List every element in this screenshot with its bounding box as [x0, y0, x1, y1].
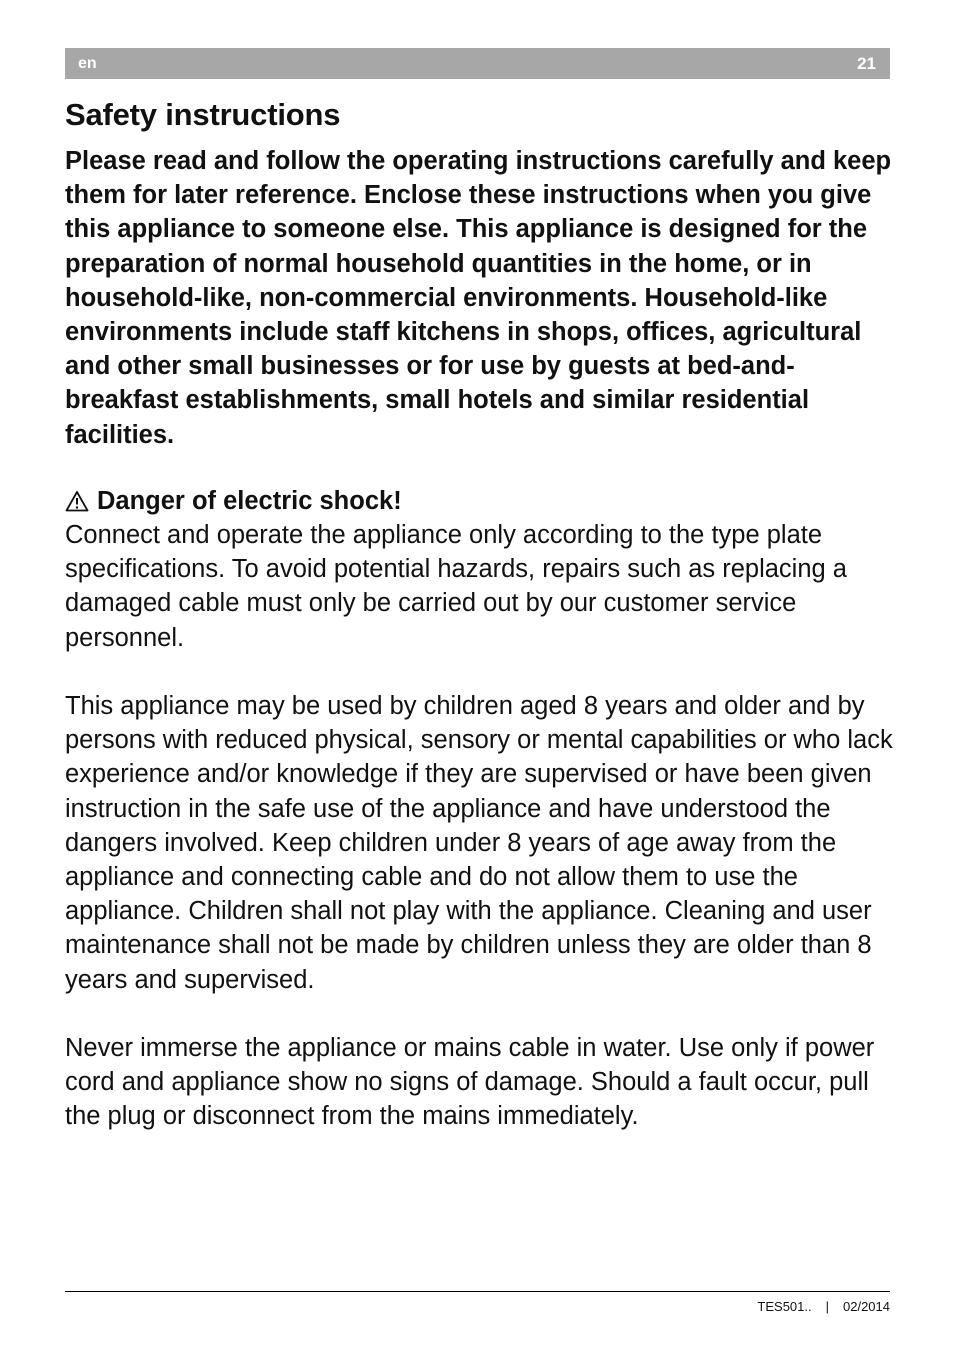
language-code: en	[78, 55, 97, 72]
header-bar	[65, 48, 890, 79]
paragraph-electric-shock: Connect and operate the appliance only according to the type plate specifications. To avoid potential hazards, repairs such as replacing a damaged cable must only be carried out by our customer service personnel.	[65, 521, 847, 652]
page-title: Safety instructions	[65, 97, 341, 132]
footer-model: TES501..	[757, 1299, 812, 1314]
page-number: 21	[857, 54, 876, 73]
warning-triangle-icon	[65, 490, 89, 512]
footer	[757, 1299, 890, 1314]
paragraph-children: This appliance may be used by children aged 8 years and older and by persons with reduced physical, sensory or mental capabilities or who lack experience and/or knowledge if they are supervised or have been given instruction in the safe use of the appliance and have understood the dangers involved. Keep children under 8 years of age away from the appliance and connecting cable and do not allow them to use the appliance. Children shall not play with the appliance. Cleaning and user maintenance shall not be made by children unless they are older than 8 years and supervised.	[65, 692, 893, 994]
warning-heading	[65, 484, 905, 518]
intro-paragraph: Please read and follow the operating instructions carefully and keep them for later reference. Enclose these instructions when you give this appliance to someone else. This appliance is designed for the preparation of normal household quantities in the home, or in household-like, non-commercial environments. Household-like environments include staff kitchens in shops, offices, agricultural and other small businesses or for use by guests at bed-and-breakfast establishments, small hotels and similar residential facilities.	[65, 147, 892, 449]
main-content	[65, 96, 905, 1134]
footer-separator: |	[825, 1299, 829, 1314]
paragraph-water-damage: Never immerse the appliance or mains cable in water. Use only if power cord and appliance show no signs of damage. Should a fault occur, pull the plug or disconnect from the mains immediately.	[65, 1034, 875, 1131]
footer-divider	[65, 1291, 890, 1292]
footer-date: 02/2014	[843, 1299, 890, 1314]
warning-heading-text: Danger of electric shock!	[97, 486, 402, 515]
